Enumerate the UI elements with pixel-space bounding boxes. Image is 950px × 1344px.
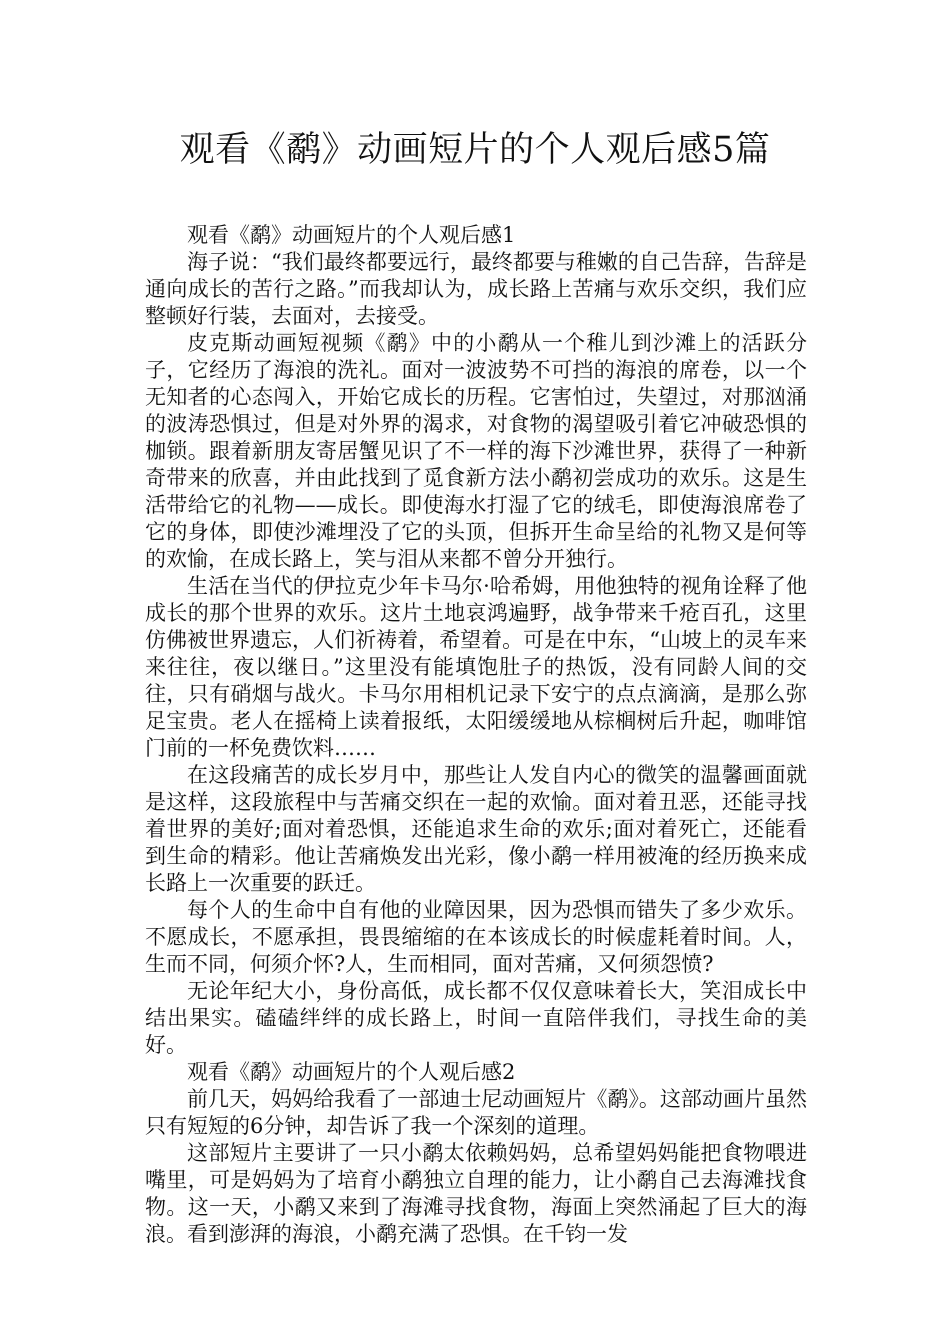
paragraph: 海子说：“我们最终都要远行，最终都要与稚嫩的自己告辞，告辞是通向成长的苦行之路。”而我却认为，成长路上苦痛与欢乐交织，我们应整顿好行装，去面对，去接受。 (145, 250, 807, 328)
section-heading-1: 观看《鹬》动画短片的个人观后感1 (187, 223, 516, 247)
paragraph: 前几天，妈妈给我看了一部迪士尼动画短片《鹬》。这部动画片虽然只有短短的6分钟，却告诉了我一个深刻的道理。 (145, 1087, 807, 1138)
document-title: 观看《鹬》动画短片的个人观后感5篇 (179, 130, 771, 170)
paragraph: 生活在当代的伊拉克少年卡马尔·哈希姆，用他独特的视角诠释了他成长的那个世界的欢乐。这片土地哀鸿遍野，战争带来千疮百孔，这里仿佛被世界遗忘，人们祈祷着，希望着。可是在中东，“山坡上的灵车来来往往，夜以继日。”这里没有能填饱肚子的热饭，没有同龄人间的交往，只有硝烟与战火。卡马尔用相机记录下安宁的点点滴滴，是那么弥足宝贵。老人在摇椅上读着报纸，太阳缓缓地从棕榈树后升起，咖啡馆门前的一杯免费饮料…… (145, 574, 807, 760)
paragraph: 皮克斯动画短视频《鹬》中的小鹬从一个稚儿到沙滩上的活跃分子，它经历了海浪的洗礼。面对一波波势不可挡的海浪的席卷，以一个无知者的心态闯入，开始它成长的历程。它害怕过，失望过，对那汹涌的波涛恐惧过，但是对外界的渴求，对食物的渴望吸引着它冲破恐惧的枷锁。跟着新朋友寄居蟹见识了不一样的海下沙滩世界，获得了一种新奇带来的欣喜，并由此找到了觅食新方法小鹬初尝成功的欢乐。这是生活带给它的礼物——成长。即使海水打湿了它的绒毛，即使海浪席卷了它的身体，即使沙滩埋没了它的头顶，但拆开生命呈给的礼物又是何等的欢愉，在成长路上，笑与泪从来都不曾分开独行。 (145, 331, 807, 571)
paragraph: 这部短片主要讲了一只小鹬太依赖妈妈，总希望妈妈能把食物喂进嘴里，可是妈妈为了培育小鹬独立自理的能力，让小鹬自己去海滩找食物。这一天，小鹬又来到了海滩寻找食物，海面上突然涌起了巨大的海浪。看到澎湃的海浪，小鹬充满了恐惧。在千钧一发 (145, 1141, 807, 1246)
document-body (145, 222, 807, 1248)
paragraph: 每个人的生命中自有他的业障因果，因为恐惧而错失了多少欢乐。不愿成长，不愿承担，畏畏缩缩的在本该成长的时候虚耗着时间。人，生而不同，何须介怀?人，生而相同，面对苦痛，又何须怨愤? (145, 898, 807, 976)
paragraph: 在这段痛苦的成长岁月中，那些让人发自内心的微笑的温馨画面就是这样，这段旅程中与苦痛交织在一起的欢愉。面对着丑恶，还能寻找着世界的美好;面对着恐惧，还能追求生命的欢乐;面对着死亡，还能看到生命的精彩。他让苦痛焕发出光彩，像小鹬一样用被淹的经历换来成长路上一次重要的跃迁。 (145, 763, 807, 895)
section-heading-2: 观看《鹬》动画短片的个人观后感2 (187, 1060, 516, 1084)
paragraph: 无论年纪大小，身份高低，成长都不仅仅意味着长大，笑泪成长中结出果实。磕磕绊绊的成长路上，时间一直陪伴我们，寻找生命的美好。 (145, 979, 807, 1057)
